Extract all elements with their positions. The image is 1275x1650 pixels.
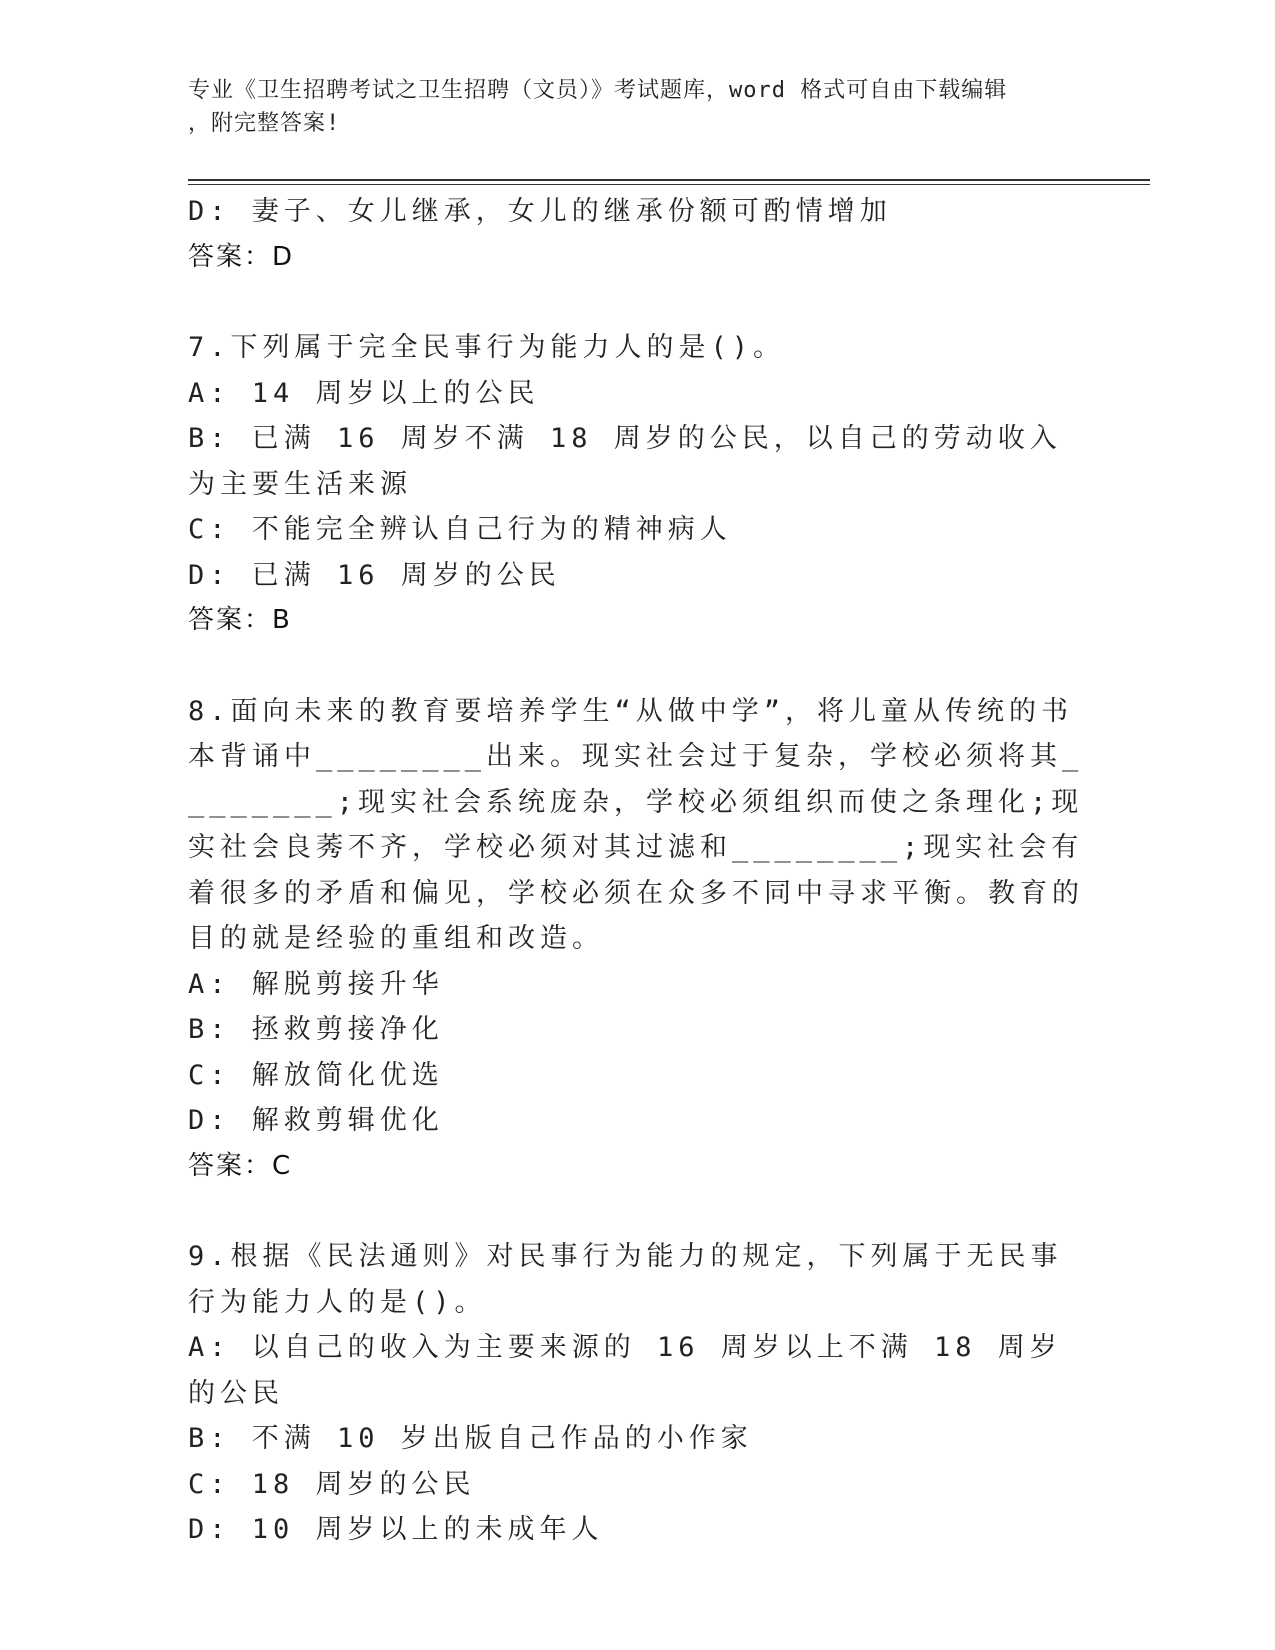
option-b: B: 拯救剪接净化 [188,1014,444,1045]
question-stem: 8.面向未来的教育要培养学生“从做中学”，将儿童从传统的书本背诵中________出来。现实社会过于复杂，学校必须将其________;现实社会系统庞杂，学校必须组织而使之条理化;现实社会良莠不齐，学校必须对其过滤和________;现实社会有着很多的矛盾和偏见，学校必须在众多不同中寻求平衡。教育的目的就是经验的重组和改造。 [188,695,1084,954]
option-b: B: 不满 10 岁出版自己作品的小作家 [188,1423,753,1454]
answer-line: 答案：B [188,605,292,635]
option-a: A: 以自己的收入为主要来源的 16 周岁以上不满 18 周岁的公民 [188,1332,1062,1409]
option-d: D: 妻子、女儿继承，女儿的继承份额可酌情增加 [188,196,892,227]
answer-line: 答案：C [188,1150,293,1181]
option-a: A: 解脱剪接升华 [188,968,444,1000]
question-8 [188,689,1088,1190]
question-stem: 9.根据《民法通则》对民事行为能力的规定，下列属于无民事行为能力人的是()。 [188,1241,1063,1318]
spacer [188,280,1088,325]
header-line-2: ，附完整答案! [188,111,341,136]
spacer [188,1189,1088,1234]
question-9 [188,1234,1088,1553]
option-d: D: 已满 16 周岁的公民 [188,559,561,591]
option-a: A: 14 周岁以上的公民 [188,377,540,409]
question-7 [188,325,1088,644]
option-c: C: 18 周岁的公民 [188,1468,476,1500]
question-stem: 7.下列属于完全民事行为能力人的是()。 [188,332,786,363]
header-divider-thin [188,184,1150,185]
question-list [188,189,1088,1553]
option-c: C: 不能完全辨认自己行为的精神病人 [188,514,732,545]
header-line-1: 专业《卫生招聘考试之卫生招聘（文员）》考试题库，word 格式可自由下载编辑 [188,78,1008,103]
option-d: D: 10 周岁以上的未成年人 [188,1514,604,1545]
answer-line: 答案：D [188,241,295,272]
spacer [188,644,1088,689]
option-b: B: 已满 16 周岁不满 18 周岁的公民，以自己的劳动收入为主要生活来源 [188,423,1062,500]
document-header [188,74,1068,140]
option-c: C: 解放简化优选 [188,1059,444,1091]
header-divider-thick [188,179,1150,181]
option-d: D: 解救剪辑优化 [188,1105,444,1136]
question-6-tail [188,189,1088,280]
